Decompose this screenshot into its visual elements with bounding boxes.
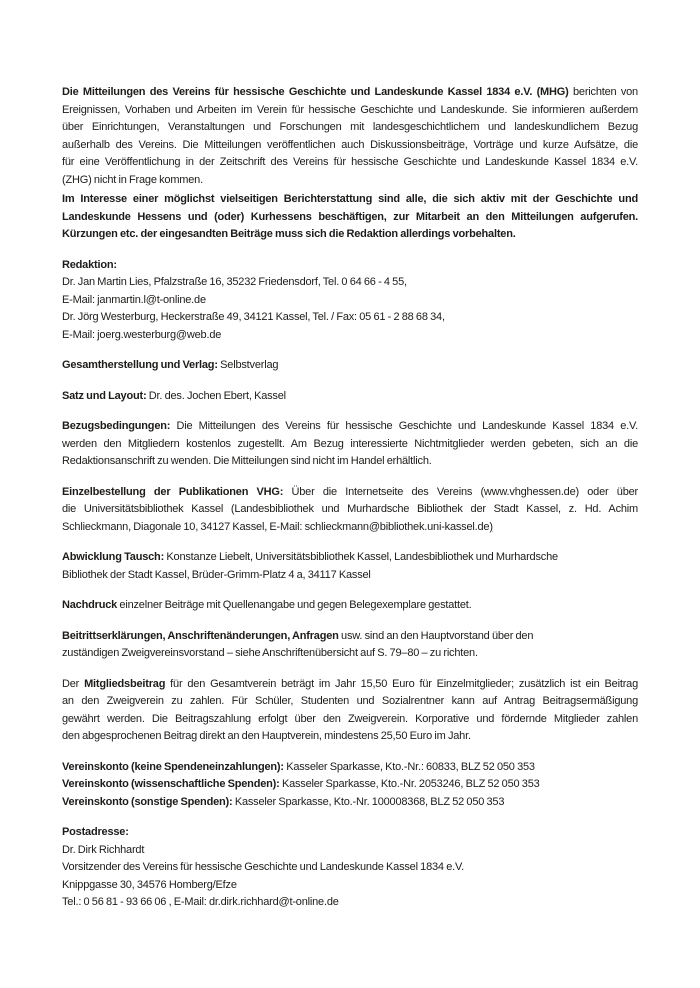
- text-line: [62, 711, 638, 729]
- text-line: [62, 209, 638, 227]
- text-segment: (ZHG) nicht in Frage kommen.: [62, 173, 203, 186]
- text-line: [62, 759, 638, 777]
- text-line: [62, 257, 638, 275]
- text-line: [62, 842, 638, 860]
- abwicklung-tausch-paragraph: [62, 549, 638, 584]
- text-line: [62, 549, 638, 567]
- text-segment: Dr. Jan Martin Lies, Pfalzstraße 16, 35232 Friedensdorf, Tel. 0 64 66 - 4 55,: [62, 276, 407, 288]
- einzelbestellung-paragraph: [62, 484, 638, 537]
- text-segment: über Einrichtungen, Veranstaltungen und Forschungen mit landesgeschichtlichem und landeskundlichem Bezug: [62, 121, 638, 133]
- text-segment: Beitrittserklärungen, Anschriftenänderungen, Anfragen: [62, 629, 339, 642]
- text-segment: Knippgasse 30, 34576 Homberg/Efze: [62, 878, 237, 891]
- text-segment: usw. sind an den Hauptvorstand über den: [338, 629, 534, 642]
- text-line: [62, 172, 638, 190]
- text-segment: Vorsitzender des Vereins für hessische Geschichte und Landeskunde Kassel 1834 e.V.: [62, 861, 464, 873]
- text-line: [62, 824, 638, 842]
- text-segment: Satz und Layout:: [62, 389, 147, 402]
- text-segment: Vereinskonto (keine Spendeneinzahlungen):: [62, 760, 284, 773]
- text-line: [62, 794, 638, 812]
- text-segment: Bezugsbedingungen:: [62, 420, 171, 432]
- text-segment: Die Mitteilungen des Vereins für hessische Geschichte und Landeskunde Kassel 1834 e.V. (MHG): [62, 86, 569, 98]
- text-line: [62, 137, 638, 155]
- vereinskonto-section: [62, 759, 638, 812]
- text-line: [62, 327, 638, 345]
- text-segment: einzelner Beiträge mit Quellenangabe und gegen Belegexemplare gestattet.: [117, 599, 472, 611]
- text-line: [62, 501, 638, 519]
- text-line: [62, 645, 638, 663]
- text-line: [62, 728, 638, 746]
- text-segment: Gesamtherstellung und Verlag:: [62, 359, 218, 371]
- text-line: [62, 102, 638, 120]
- text-segment: werden den Mitgliedern kostenlos zugestellt. Am Bezug interessierte Nichtmitglieder werden gebeten, sich an die: [62, 437, 638, 450]
- text-line: [62, 519, 638, 537]
- text-segment: Dr. Jörg Westerburg, Heckerstraße 49, 34121 Kassel, Tel. / Fax: 05 61 - 2 88 68 34,: [62, 311, 445, 323]
- redaktion-section: [62, 257, 638, 345]
- text-segment: Landeskunde Hessens und (oder) Kurhessens beschäftigen, zur Mitarbeit an den Mitteilungen aufgerufen.: [62, 210, 638, 223]
- text-line: [62, 859, 638, 877]
- text-line: [62, 676, 638, 694]
- text-segment: Redaktion:: [62, 258, 117, 271]
- text-segment: E-Mail: joerg.westerburg@web.de: [62, 328, 222, 341]
- text-segment: gewährt werden. Die Beitragszahlung erfolgt über den Zweigverein. Korporative und fördernde Mitglieder zahlen: [62, 712, 638, 725]
- text-segment: für eine Veröffentlichung in der Zeitschrift des Vereins für hessische Geschichte und Landeskunde Kassel 1834 e.V.: [62, 156, 638, 168]
- text-segment: die Universitätsbibliothek Kassel (Landesbibliothek und Murhardsche Bibliothek der Stadt Kassel, z. Hd. Achim: [62, 503, 638, 515]
- text-segment: Redaktionsanschrift zu wenden. Die Mitteilungen sind nicht im Handel erhältlich.: [62, 455, 432, 467]
- appeal-paragraph: [62, 191, 638, 244]
- text-segment: Der: [62, 677, 85, 690]
- text-segment: Dr. Dirk Richhardt: [62, 843, 145, 856]
- text-segment: Bibliothek der Stadt Kassel, Brüder-Grimm-Platz 4 a, 34117 Kassel: [62, 568, 371, 581]
- text-segment: für den Gesamtverein beträgt im Jahr 15,50 Euro für Einzelmitglieder; zusätzlich ist ein Beitrag: [165, 677, 638, 690]
- text-line: [62, 567, 638, 585]
- nachdruck-line: [62, 597, 638, 615]
- text-segment: Kasseler Sparkasse, Kto.-Nr.: 60833, BLZ 52 050 353: [283, 760, 535, 773]
- text-line: [62, 453, 638, 471]
- intro-paragraph: [62, 84, 638, 189]
- text-segment: Schlieckmann, Diagonale 10, 34127 Kassel, E-Mail: schlieckmann@bibliothek.uni-kassel.de: [62, 520, 490, 533]
- text-line: [62, 776, 638, 794]
- text-segment: außerhalb des Vereins. Die Mitteilungen veröffentlichen auch Diskussionsbeiträge, Vorträge und kurze Aufsätze, die: [62, 138, 638, 151]
- text-line: [62, 628, 638, 646]
- text-segment: berichten von: [568, 86, 638, 98]
- text-segment: Die Mitteilungen des Vereins für hessische Geschichte und Landeskunde Kassel 1834 e.V.: [170, 420, 638, 432]
- text-line: [62, 597, 638, 615]
- text-segment: Konstanze Liebelt, Universitätsbibliothek Kassel, Landesbibliothek und Murhardsche: [164, 551, 558, 563]
- text-line: [62, 388, 638, 406]
- beitritt-paragraph: [62, 628, 638, 663]
- text-segment: Ereignissen, Vorhaben und Arbeiten im Verein für hessische Geschichte und Landeskunde. Sie informieren außerdem: [62, 103, 638, 116]
- mitgliedsbeitrag-paragraph: [62, 676, 638, 746]
- text-line: [62, 484, 638, 502]
- text-segment: Einzelbestellung der Publikationen VHG:: [62, 485, 284, 498]
- text-segment: Kasseler Sparkasse, Kto.-Nr. 2053246, BLZ 52 050 353: [279, 778, 540, 790]
- text-segment: E-Mail: janmartin.l@t-online.de: [62, 293, 206, 306]
- text-segment: Vereinskonto (wissenschaftliche Spenden):: [62, 778, 280, 790]
- text-segment: zuständigen Zweigvereinsvorstand – siehe Anschriftenübersicht auf S. 79–80 – zu richten.: [62, 647, 478, 659]
- production-line: [62, 357, 638, 375]
- text-segment: den abgesprochenen Beitrag direkt an den Hauptverein, mindestens 25,50 Euro im Jahr.: [62, 730, 471, 742]
- text-segment: ): [489, 520, 493, 533]
- text-line: [62, 309, 638, 327]
- text-segment: Mitgliedsbeitrag: [84, 677, 166, 690]
- text-segment: Postadresse:: [62, 826, 129, 838]
- text-line: [62, 191, 638, 209]
- text-line: [62, 877, 638, 895]
- text-segment: Kürzungen etc. der eingesandten Beiträge muss sich die Redaktion allerdings vorbehalten.: [62, 228, 516, 240]
- text-line: [62, 693, 638, 711]
- text-segment: Über die Internetseite des Vereins (www.vhghessen.de) oder über: [283, 485, 638, 498]
- text-segment: Abwicklung Tausch:: [62, 551, 165, 563]
- text-line: [62, 292, 638, 310]
- text-segment: Dr. des. Jochen Ebert, Kassel: [146, 389, 286, 402]
- text-segment: Vereinskonto (sonstige Spenden):: [62, 795, 233, 808]
- text-line: [62, 436, 638, 454]
- text-line: [62, 119, 638, 137]
- text-segment: Im Interesse einer möglichst vielseitigen Berichterstattung sind alle, die sich aktiv mit der Geschichte und: [62, 193, 638, 205]
- text-line: [62, 418, 638, 436]
- text-segment: Kasseler Sparkasse, Kto.-Nr. 100008368, BLZ 52 050 353: [232, 795, 505, 808]
- postadresse-section: [62, 824, 638, 912]
- text-segment: Selbstverlag: [217, 359, 279, 371]
- text-line: [62, 894, 638, 912]
- text-segment: an den Zweigverein zu zahlen. Für Schüler, Studenten und Sozialrentner kann auf Antrag Beitragsermäßigung: [62, 695, 638, 707]
- text-line: [62, 226, 638, 244]
- text-line: [62, 154, 638, 172]
- bezugsbedingungen-paragraph: [62, 418, 638, 471]
- text-line: [62, 357, 638, 375]
- layout-line: [62, 388, 638, 406]
- text-line: [62, 274, 638, 292]
- text-line: [62, 84, 638, 102]
- text-segment: Tel.: 0 56 81 - 93 66 06 , E-Mail: dr.dirk.richhard@t-online.de: [62, 896, 339, 908]
- text-segment: Nachdruck: [62, 599, 118, 611]
